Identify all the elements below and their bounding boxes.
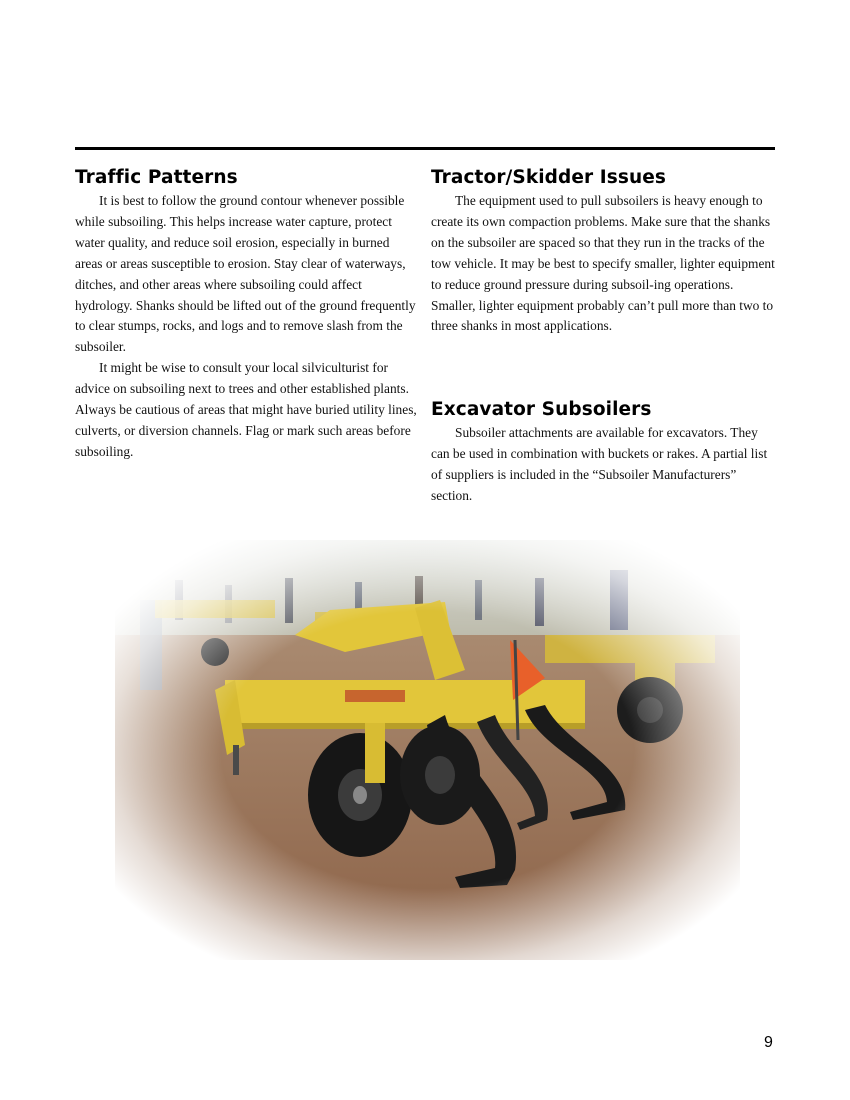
heading-tractor-skidder-issues: Tractor/Skidder Issues <box>431 167 666 188</box>
tractor-paragraph-1: The equipment used to pull subsoilers is heavy enough to create its own compaction problems. Make sure that the shanks on the subsoiler are spaced so that they run in the tracks of the tow vehicle. It may be best to specify smaller, lighter equipment to reduce ground pressure during subsoil-ing operations. Smaller, lighter equipment probably can’t pull more than two to three shanks in most applications. <box>431 193 775 334</box>
traffic-paragraph-1: It is best to follow the ground contour whenever possible while subsoiling. This helps increase water capture, protect water quality, and reduce soil erosion, especially in burned areas or areas susceptible to erosion. Stay clear of waterways, ditches, and other areas where subsoiling could affect hydrology. Shanks should be lifted out of the ground frequently to clear stumps, rocks, and logs and to remove slash from the subsoiler. <box>75 193 416 355</box>
traffic-paragraph-2: It might be wise to consult your local silviculturist for advice on subsoiling next to trees and other established plants. Always be cautious of areas that might have buried utility lines, culverts, or diversion channels. Flag or mark such areas before subsoiling. <box>75 360 417 459</box>
section-spacer <box>431 337 775 398</box>
heading-traffic-patterns: Traffic Patterns <box>75 167 238 188</box>
left-column <box>75 166 419 463</box>
right-column <box>431 166 775 507</box>
page-number: 9 <box>764 1034 773 1051</box>
header-rule <box>75 147 775 150</box>
subsoiler-photo <box>115 540 740 960</box>
heading-excavator-subsoilers: Excavator Subsoilers <box>431 399 652 421</box>
excavator-paragraph-1: Subsoiler attachments are available for excavators. They can be used in combination with buckets or rakes. A partial list of suppliers is included in the “Subsoiler Manufacturers” section. <box>431 425 768 504</box>
